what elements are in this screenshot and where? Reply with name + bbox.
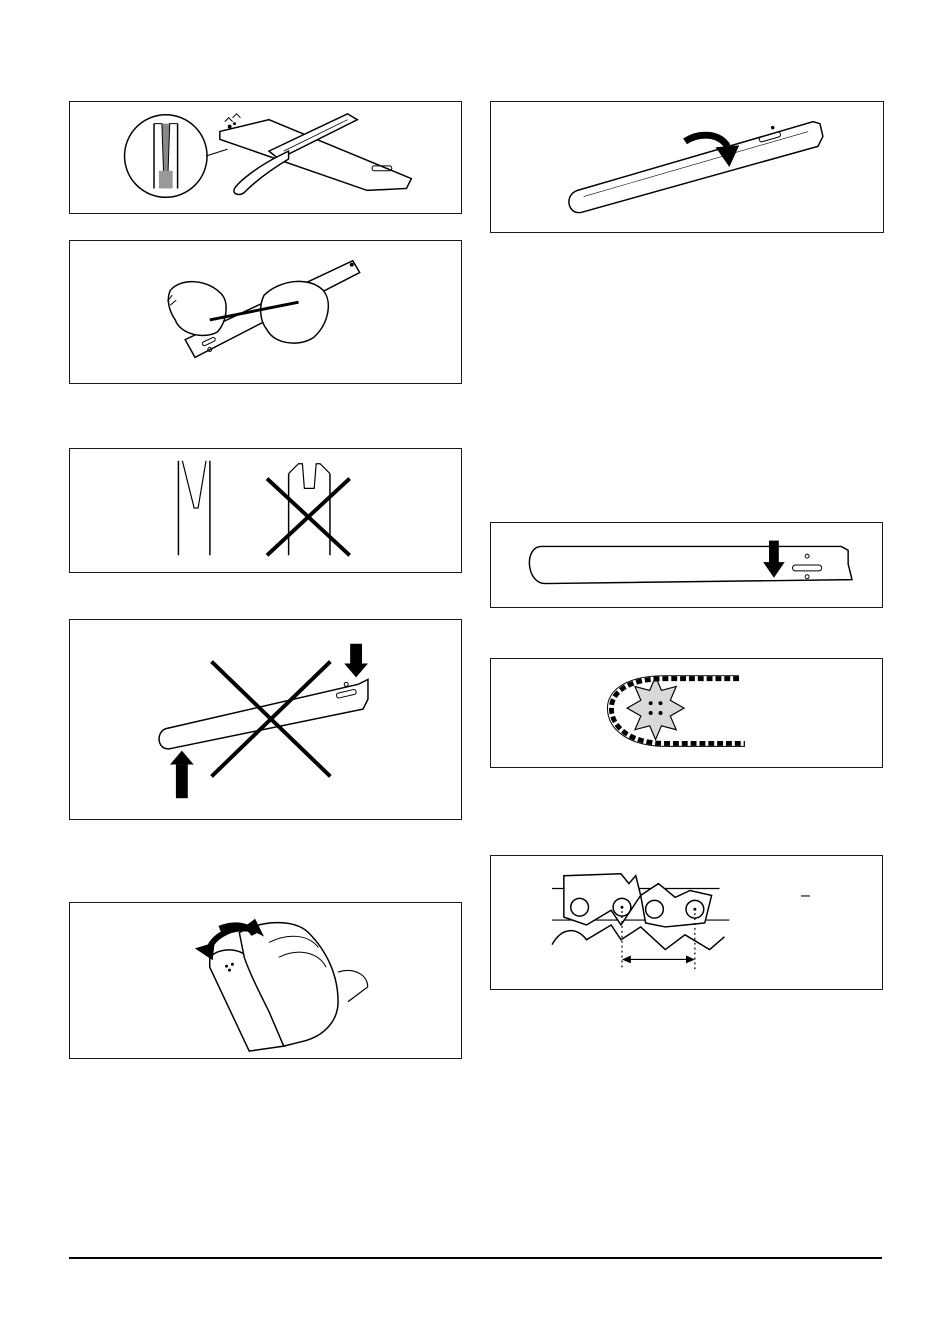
rail-profile-illustration xyxy=(70,449,461,572)
file-bar-rails-illustration xyxy=(70,102,461,213)
figure-turn-bar xyxy=(490,101,884,233)
chain-pitch-illustration xyxy=(491,856,882,989)
figure-file-bar-rails xyxy=(69,101,462,214)
figure-bar-uneven-wear xyxy=(69,619,462,820)
arrow-up-icon xyxy=(170,751,194,799)
cross-out-icon xyxy=(267,479,350,556)
figure-chain-on-sprocket xyxy=(490,658,883,768)
chain-on-sprocket-illustration xyxy=(491,659,882,767)
dimension-arrow-icon xyxy=(622,956,695,964)
figure-hands-filing-bar xyxy=(69,240,462,384)
bar-uneven-wear-illustration xyxy=(70,620,461,819)
figure-rail-profile xyxy=(69,448,462,573)
bar-lube-hole-illustration xyxy=(491,523,882,607)
nose-sprocket-check-illustration xyxy=(70,903,461,1058)
footer-rule xyxy=(69,1257,882,1259)
figure-chain-pitch xyxy=(490,855,883,990)
hands-filing-bar-illustration xyxy=(70,241,461,383)
arrow-down-icon xyxy=(344,644,368,678)
pitch-mark: – xyxy=(801,887,810,904)
figure-nose-sprocket-check xyxy=(69,902,462,1059)
figure-bar-lube-hole xyxy=(490,522,883,608)
turn-bar-illustration xyxy=(491,102,883,232)
